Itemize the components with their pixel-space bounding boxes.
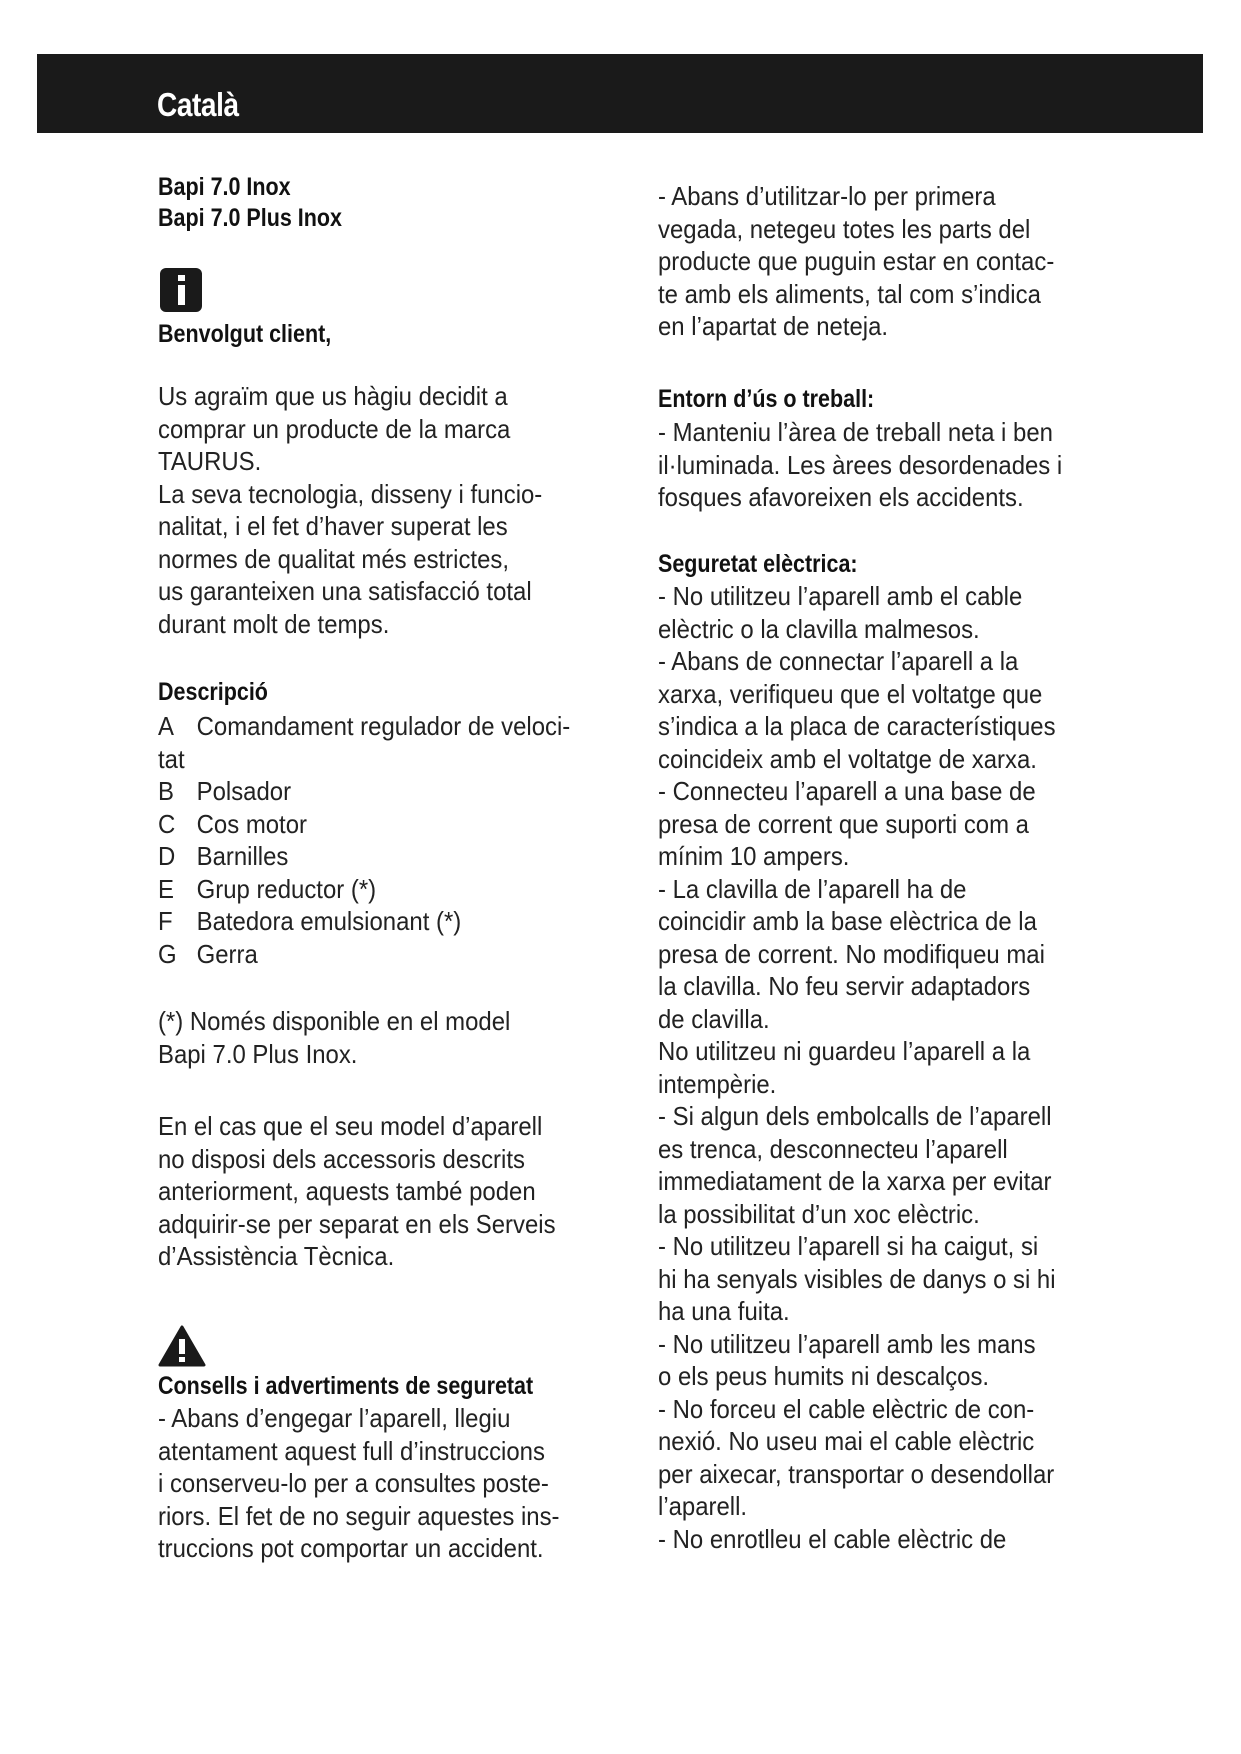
greeting-heading: Benvolgut client, (158, 320, 332, 348)
text-line: hi ha senyals visibles de danys o si hi (658, 1263, 1056, 1294)
description-item (158, 710, 570, 743)
text-line: riors. El fet de no seguir aquestes ins- (158, 1500, 560, 1531)
text-line: de clavilla. (658, 1003, 770, 1034)
electrical-heading: Seguretat elèctrica: (658, 550, 858, 578)
text-line: o els peus humits ni descalços. (658, 1361, 990, 1391)
first-use-paragraph (658, 180, 1089, 343)
text-line: s’indica a la placa de característiques (658, 711, 1056, 741)
text-line: no disposi dels accessoris descrits (158, 1143, 525, 1174)
description-item-text: Batedora emulsionant (*) (196, 906, 462, 936)
text-line: anteriorment, aquests també poden (158, 1176, 536, 1206)
text-line: - No utilitzeu l’aparell si ha caigut, si (658, 1231, 1039, 1261)
description-list (158, 710, 606, 970)
description-item-text: Barnilles (196, 841, 289, 871)
text-line: il·luminada. Les àrees desordenades i (658, 449, 1063, 480)
text-line: immediatament de la xarxa per evitar (658, 1166, 1052, 1196)
description-item-letter: D (158, 841, 176, 871)
text-line: - La clavilla de l’aparell ha de (658, 873, 967, 904)
text-line: en l’apartat de neteja. (658, 311, 889, 341)
safety-paragraph (158, 1402, 594, 1565)
text-line: elèctric o la clavilla malmesos. (658, 613, 980, 644)
text-line: atentament aquest full d’instruccions (158, 1435, 545, 1466)
description-item-text: Gerra (196, 938, 258, 969)
description-item-letter: B (158, 776, 174, 806)
text-line: - Connecteu l’aparell a una base de (658, 776, 1036, 806)
text-line: d’Assistència Tècnica. (158, 1241, 395, 1271)
text-line: te amb els aliments, tal com s’indica (658, 278, 1041, 309)
description-item-letter: A (158, 711, 174, 741)
model-note (158, 1005, 541, 1070)
description-item (158, 938, 570, 971)
text-line: La seva tecnologia, disseny i funcio- (158, 478, 543, 509)
description-item-letter: G (158, 938, 177, 969)
description-item-letter: C (158, 808, 176, 839)
description-item (158, 775, 570, 808)
text-line: - No forceu el cable elèctric de con- (658, 1393, 1035, 1424)
text-line: nalitat, i el fet d’haver superat les (158, 511, 508, 541)
text-line: - No utilitzeu l’aparell amb el cable (658, 581, 1023, 611)
text-line: producte que puguin estar en contac- (658, 246, 1055, 276)
text-line: - No enrotlleu el cable elèctric de (658, 1523, 1007, 1554)
text-line: intempèrie. (658, 1068, 777, 1099)
safety-heading: Consells i advertiments de seguretat (158, 1372, 534, 1400)
text-line: nexió. No useu mai el cable elèctric (658, 1426, 1035, 1456)
text-line: coincidir amb la base elèctrica de la (658, 906, 1037, 936)
text-line: es trenca, desconnecteu l’aparell (658, 1133, 1008, 1164)
text-line: ha una fuita. (658, 1296, 790, 1326)
description-item (158, 905, 570, 938)
language-header-bar (37, 54, 1203, 133)
model-name: Bapi 7.0 Inox (158, 173, 291, 201)
model-name: Bapi 7.0 Plus Inox (158, 204, 342, 232)
description-item-letter: E (158, 873, 174, 904)
text-line: us garanteixen una satisfacció total (158, 576, 532, 606)
text-line: - Si algun dels embolcalls de l’aparell (658, 1101, 1052, 1131)
description-item-text: Comandament regulador de veloci- (196, 711, 571, 741)
text-line: fosques afavoreixen els accidents. (658, 482, 1024, 512)
text-line: (*) Només disponible en el model (158, 1006, 511, 1036)
text-line: TAURUS. (158, 446, 262, 476)
warning-icon (158, 1325, 206, 1367)
description-item (158, 808, 570, 841)
text-line: truccions pot comportar un accident. (158, 1533, 544, 1563)
text-line: xarxa, verifiqueu que el voltatge que (658, 678, 1043, 709)
text-line: comprar un producte de la marca (158, 413, 511, 444)
text-line: presa de corrent que suporti com a (658, 808, 1029, 839)
text-line: Us agraïm que us hàgiu decidit a (158, 381, 508, 411)
description-item (158, 873, 570, 906)
description-item-text: Cos motor (196, 808, 307, 839)
description-heading: Descripció (158, 678, 268, 706)
environment-paragraph (658, 416, 1097, 514)
description-item-letter: F (158, 906, 173, 936)
text-line: - Manteniu l’àrea de treball neta i ben (658, 417, 1053, 447)
text-line: la clavilla. No feu servir adaptadors (658, 971, 1031, 1001)
description-item-text: Grup reductor (*) (196, 873, 377, 904)
text-line: presa de corrent. No modifiqueu mai (658, 938, 1045, 969)
text-line: durant molt de temps. (158, 608, 390, 639)
environment-heading: Entorn d’ús o treball: (658, 385, 875, 413)
text-line: - No utilitzeu l’aparell amb les mans (658, 1328, 1036, 1359)
language-title: Català (157, 86, 239, 123)
text-line: la possibilitat d’un xoc elèctric. (658, 1198, 980, 1229)
info-icon (160, 268, 202, 312)
description-item-text: Polsador (196, 776, 292, 806)
text-line: - Abans d’engegar l’aparell, llegiu (158, 1403, 511, 1433)
accessories-paragraph (158, 1110, 590, 1273)
text-line: En el cas que el seu model d’aparell (158, 1111, 543, 1141)
text-line: No utilitzeu ni guardeu l’aparell a la (658, 1036, 1031, 1066)
text-line: - Abans de connectar l’aparell a la (658, 646, 1019, 676)
text-line: per aixecar, transportar o desendollar (658, 1458, 1055, 1489)
description-item-text: tat (158, 743, 185, 774)
description-item (158, 743, 570, 776)
intro-paragraph (158, 380, 576, 640)
text-line: mínim 10 ampers. (658, 841, 850, 871)
description-item (158, 840, 570, 873)
text-line: Bapi 7.0 Plus Inox. (158, 1038, 358, 1069)
electrical-paragraph (658, 580, 1090, 1555)
text-line: vegada, netegeu totes les parts del (658, 213, 1031, 244)
text-line: coincideix amb el voltatge de xarxa. (658, 743, 1037, 774)
text-line: l’aparell. (658, 1491, 748, 1521)
text-line: i conserveu-lo per a consultes poste- (158, 1468, 549, 1498)
text-line: normes de qualitat més estrictes, (158, 543, 509, 574)
text-line: adquirir-se per separat en els Serveis (158, 1208, 556, 1239)
model-names (158, 172, 372, 234)
text-line: - Abans d’utilitzar-lo per primera (658, 181, 996, 211)
